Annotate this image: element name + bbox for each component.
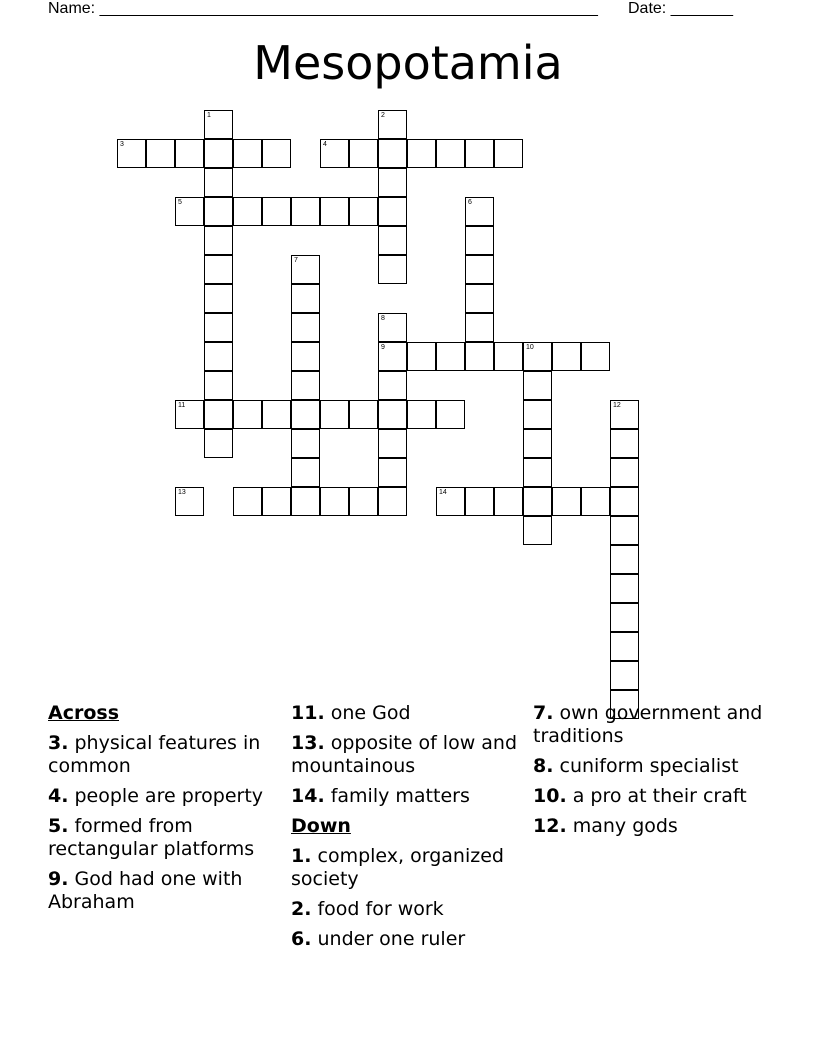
grid-cell[interactable] (610, 400, 639, 429)
grid-cell[interactable] (146, 139, 175, 168)
grid-cell[interactable] (465, 342, 494, 371)
clue-number: 10. (533, 785, 567, 807)
grid-cell[interactable] (117, 139, 146, 168)
grid-cell[interactable] (610, 545, 639, 574)
grid-cell[interactable] (378, 400, 407, 429)
grid-cell[interactable] (436, 139, 465, 168)
clue-text: own government and traditions (533, 702, 763, 747)
grid-cell[interactable] (175, 197, 204, 226)
clue-number: 7 (294, 257, 298, 264)
clues-column-1 (48, 702, 288, 921)
grid-cell[interactable] (378, 487, 407, 516)
clue-number: 6 (468, 199, 472, 206)
clue-item (48, 785, 288, 808)
clue-number: 9. (48, 868, 69, 890)
grid-cell[interactable] (378, 313, 407, 342)
grid-cell[interactable] (204, 284, 233, 313)
grid-cell[interactable] (204, 255, 233, 284)
grid-cell[interactable] (291, 342, 320, 371)
down-heading: Down (291, 815, 351, 837)
grid-cell[interactable] (407, 139, 436, 168)
grid-cell[interactable] (581, 342, 610, 371)
clue-text: a pro at their craft (566, 785, 747, 807)
grid-cell[interactable] (204, 429, 233, 458)
clue-item (48, 815, 288, 861)
grid-cell[interactable] (291, 197, 320, 226)
grid-cell[interactable] (523, 400, 552, 429)
clue-item (533, 702, 763, 748)
grid-cell[interactable] (552, 487, 581, 516)
grid-cell[interactable] (494, 139, 523, 168)
grid-cell[interactable] (291, 458, 320, 487)
grid-cell[interactable] (378, 168, 407, 197)
date-field[interactable]: Date: _______ (628, 0, 733, 17)
grid-cell[interactable] (204, 313, 233, 342)
clue-number: 10 (526, 344, 534, 351)
clue-number: 6. (291, 928, 312, 950)
grid-cell[interactable] (204, 110, 233, 139)
grid-cell[interactable] (349, 487, 378, 516)
grid-cell[interactable] (610, 487, 639, 516)
clue-number: 11 (178, 402, 186, 409)
grid-cell[interactable] (523, 516, 552, 545)
grid-cell[interactable] (407, 400, 436, 429)
grid-cell[interactable] (320, 487, 349, 516)
grid-cell[interactable] (262, 400, 291, 429)
grid-cell[interactable] (610, 574, 639, 603)
clue-text: many gods (566, 815, 678, 837)
clue-item (291, 702, 531, 725)
grid-cell[interactable] (204, 168, 233, 197)
grid-cell[interactable] (465, 255, 494, 284)
grid-cell[interactable] (610, 429, 639, 458)
grid-cell[interactable] (407, 342, 436, 371)
clue-number: 13. (291, 732, 325, 754)
grid-cell[interactable] (233, 139, 262, 168)
clue-number: 5. (48, 815, 69, 837)
grid-cell[interactable] (610, 632, 639, 661)
clue-text: food for work (311, 898, 444, 920)
clues-column-3 (533, 702, 763, 845)
grid-cell[interactable] (320, 197, 349, 226)
clue-text: complex, organized society (291, 845, 504, 890)
clue-text: opposite of low and mountainous (291, 732, 518, 777)
clue-text: formed from rectangular platforms (48, 815, 255, 860)
grid-cell[interactable] (291, 255, 320, 284)
grid-cell[interactable] (233, 400, 262, 429)
grid-cell[interactable] (291, 429, 320, 458)
clue-number: 4 (323, 141, 327, 148)
clue-item (533, 815, 763, 838)
clue-number: 4. (48, 785, 69, 807)
grid-cell[interactable] (233, 487, 262, 516)
clue-item (533, 755, 763, 778)
grid-cell[interactable] (610, 603, 639, 632)
clue-text: God had one with Abraham (48, 868, 243, 913)
grid-cell[interactable] (523, 458, 552, 487)
grid-cell[interactable] (204, 139, 233, 168)
grid-cell[interactable] (523, 487, 552, 516)
clue-number: 12. (533, 815, 567, 837)
grid-cell[interactable] (349, 139, 378, 168)
clue-item (291, 732, 531, 778)
grid-cell[interactable] (465, 226, 494, 255)
clue-number: 14 (439, 489, 447, 496)
clue-item (291, 928, 531, 951)
grid-cell[interactable] (523, 342, 552, 371)
clue-text: under one ruler (311, 928, 466, 950)
clue-number: 1 (207, 112, 211, 119)
grid-cell[interactable] (262, 487, 291, 516)
clues-column-2 (291, 702, 531, 958)
grid-cell[interactable] (436, 487, 465, 516)
grid-cell[interactable] (610, 661, 639, 690)
grid-cell[interactable] (581, 487, 610, 516)
grid-cell[interactable] (320, 139, 349, 168)
clue-number: 8. (533, 755, 554, 777)
grid-cell[interactable] (610, 516, 639, 545)
clue-number: 8 (381, 315, 385, 322)
grid-cell[interactable] (610, 458, 639, 487)
grid-cell[interactable] (465, 487, 494, 516)
grid-cell[interactable] (378, 371, 407, 400)
clue-item (48, 732, 288, 778)
grid-cell[interactable] (291, 313, 320, 342)
grid-cell[interactable] (378, 197, 407, 226)
grid-cell[interactable] (378, 429, 407, 458)
grid-cell[interactable] (204, 400, 233, 429)
clue-item (48, 868, 288, 914)
grid-cell[interactable] (494, 342, 523, 371)
grid-cell[interactable] (349, 400, 378, 429)
clue-text: physical features in common (48, 732, 261, 777)
clue-item (291, 845, 531, 891)
grid-cell[interactable] (378, 342, 407, 371)
grid-cell[interactable] (204, 197, 233, 226)
across-heading: Across (48, 702, 120, 724)
grid-cell[interactable] (465, 197, 494, 226)
grid-cell[interactable] (523, 371, 552, 400)
grid-cell[interactable] (523, 429, 552, 458)
clue-number: 11. (291, 702, 325, 724)
clue-number: 9 (381, 344, 385, 351)
grid-cell[interactable] (378, 458, 407, 487)
grid-cell[interactable] (291, 400, 320, 429)
grid-cell[interactable] (204, 371, 233, 400)
grid-cell[interactable] (465, 284, 494, 313)
clue-text: cuniform specialist (553, 755, 739, 777)
grid-cell[interactable] (552, 342, 581, 371)
grid-cell[interactable] (349, 197, 378, 226)
grid-cell[interactable] (291, 371, 320, 400)
clue-item (291, 898, 531, 921)
grid-cell[interactable] (378, 110, 407, 139)
grid-cell[interactable] (262, 139, 291, 168)
grid-cell[interactable] (378, 139, 407, 168)
grid-cell[interactable] (291, 284, 320, 313)
grid-cell[interactable] (175, 400, 204, 429)
grid-cell[interactable] (436, 400, 465, 429)
clue-number: 3. (48, 732, 69, 754)
clue-text: one God (324, 702, 411, 724)
grid-cell[interactable] (204, 226, 233, 255)
clue-number: 13 (178, 489, 186, 496)
clue-number: 1. (291, 845, 312, 867)
page-title: Mesopotamia (253, 36, 563, 90)
clue-number: 12 (613, 402, 621, 409)
grid-cell[interactable] (494, 487, 523, 516)
grid-cell[interactable] (465, 139, 494, 168)
grid-cell[interactable] (465, 313, 494, 342)
grid-cell[interactable] (378, 255, 407, 284)
grid-cell[interactable] (262, 197, 291, 226)
grid-cell[interactable] (233, 197, 262, 226)
clue-number: 3 (120, 141, 124, 148)
clue-number: 14. (291, 785, 325, 807)
clue-number: 2. (291, 898, 312, 920)
grid-cell[interactable] (436, 342, 465, 371)
clue-number: 5 (178, 199, 182, 206)
grid-cell[interactable] (204, 342, 233, 371)
grid-cell[interactable] (291, 487, 320, 516)
clue-item (533, 785, 763, 808)
clue-number: 2 (381, 112, 385, 119)
grid-cell[interactable] (175, 139, 204, 168)
clue-text: family matters (324, 785, 470, 807)
clue-number: 7. (533, 702, 554, 724)
grid-cell[interactable] (175, 487, 204, 516)
grid-cell[interactable] (320, 400, 349, 429)
clue-item (291, 785, 531, 808)
name-field[interactable]: Name: ________________________________________________________ (48, 0, 598, 17)
grid-cell[interactable] (378, 226, 407, 255)
clue-text: people are property (68, 785, 264, 807)
